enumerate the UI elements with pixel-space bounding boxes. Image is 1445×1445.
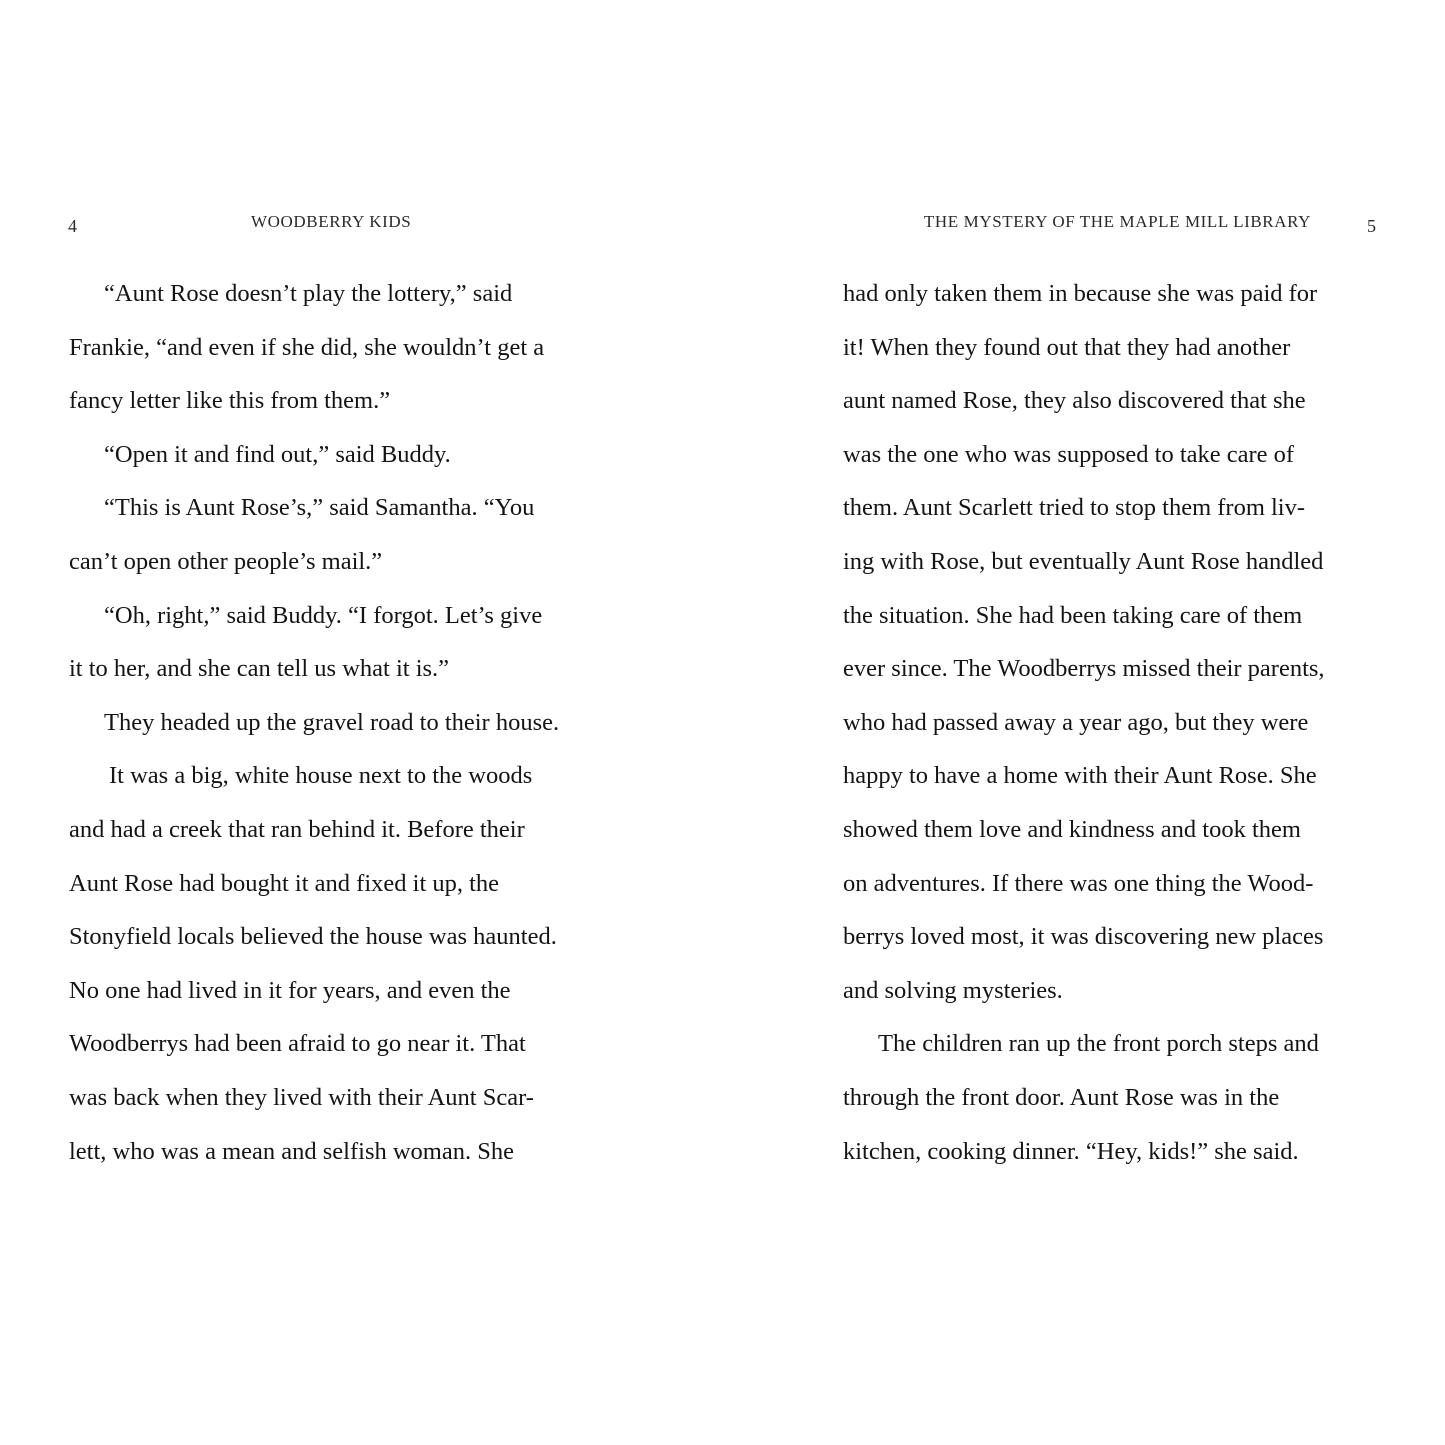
text-line: “Open it and find out,” said Buddy. [104, 440, 451, 468]
text-line: berrys loved most, it was discovering new places [843, 923, 1324, 951]
text-line: fancy letter like this from them.” [69, 387, 391, 415]
text-line: had only taken them in because she was paid for [843, 280, 1318, 307]
text-line: aunt named Rose, they also discovered that she [843, 387, 1306, 415]
text-line: was the one who was supposed to take care of [843, 440, 1295, 468]
text-line: it to her, and she can tell us what it is.” [69, 655, 450, 683]
text-line: ing with Rose, but eventually Aunt Rose handled [843, 547, 1324, 575]
text-line: “This is Aunt Rose’s,” said Samantha. “You [104, 494, 535, 522]
text-line: It was a big, white house next to the woods [109, 762, 533, 790]
running-head: THE MYSTERY OF THE MAPLE MILL LIBRARY [923, 212, 1311, 231]
text-line: “Oh, right,” said Buddy. “I forgot. Let’s give [104, 601, 543, 629]
text-line: Aunt Rose had bought it and fixed it up, the [69, 869, 500, 897]
text-line: and had a creek that ran behind it. Before their [69, 815, 525, 843]
text-line: Woodberrys had been afraid to go near it. That [69, 1030, 526, 1058]
text-line: happy to have a home with their Aunt Rose. She [843, 762, 1317, 790]
text-line: No one had lived in it for years, and even the [69, 976, 511, 1004]
text-line: Stonyfield locals believed the house was haunted. [69, 923, 557, 951]
text-line: through the front door. Aunt Rose was in the [843, 1083, 1280, 1111]
text-line: “Aunt Rose doesn’t play the lottery,” said [104, 280, 513, 307]
left-page [0, 0, 722, 1445]
text-line: Frankie, “and even if she did, she wouldn’t get a [69, 333, 545, 361]
text-line: The children ran up the front porch steps and [878, 1030, 1319, 1058]
text-line: was back when they lived with their Aunt Scar- [69, 1083, 534, 1111]
text-line: lett, who was a mean and selfish woman. She [69, 1137, 514, 1165]
text-line: them. Aunt Scarlett tried to stop them from liv- [843, 494, 1306, 522]
text-line: They headed up the gravel road to their house. [104, 708, 560, 736]
right-page [722, 0, 1445, 1445]
body-text [69, 267, 629, 1178]
text-line: it! When they found out that they had another [843, 333, 1291, 361]
text-line: on adventures. If there was one thing the Wood- [843, 869, 1314, 897]
page-number: 5 [1367, 216, 1376, 236]
running-head: WOODBERRY KIDS [251, 212, 412, 231]
body-text [843, 267, 1403, 1178]
text-line: kitchen, cooking dinner. “Hey, kids!” she said. [843, 1137, 1299, 1165]
text-line: who had passed away a year ago, but they were [843, 708, 1309, 736]
text-line: the situation. She had been taking care of them [843, 601, 1303, 629]
text-line: showed them love and kindness and took them [843, 815, 1301, 843]
page-number: 4 [68, 216, 77, 236]
text-line: and solving mysteries. [843, 976, 1063, 1004]
text-line: ever since. The Woodberrys missed their parents, [843, 655, 1325, 683]
text-line: can’t open other people’s mail.” [69, 547, 383, 575]
